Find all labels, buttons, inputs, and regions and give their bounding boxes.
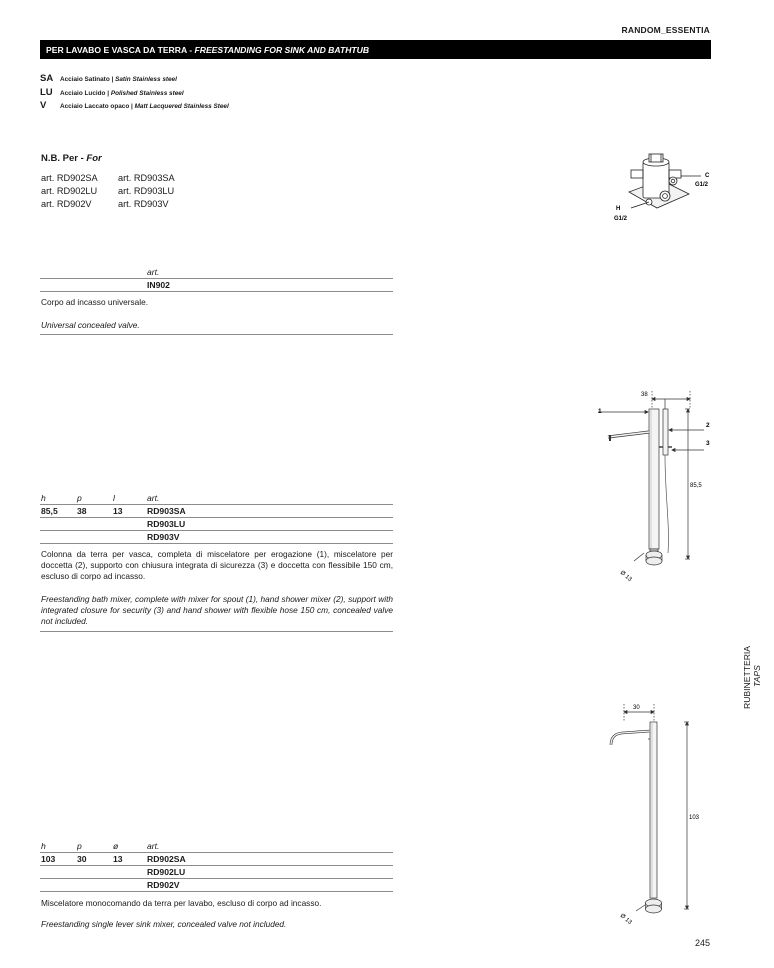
nb-heading [41, 153, 102, 164]
brand-label: RANDOM_ESSENTIA [621, 25, 710, 35]
dim-width: 38 [641, 392, 648, 398]
article-code: IN902 [147, 280, 170, 290]
table-divider [40, 278, 393, 279]
description-en: Freestanding single lever sink mixer, concealed valve not included. [41, 919, 287, 929]
sidebar-en: TAPS [752, 665, 762, 687]
finish-en: Matt Lacquered Stainless Steel [134, 103, 229, 110]
col-header-art: art. [147, 493, 160, 503]
bath-mixer-drawing [590, 385, 720, 585]
valve-label-h-thread: G1/2 [614, 216, 628, 222]
section-title-bar [40, 40, 711, 59]
nb-item: art. RD903SA [118, 173, 175, 183]
callout-3: 3 [706, 440, 710, 447]
value-p: 38 [77, 506, 87, 516]
section-title-en: FREESTANDING FOR SINK AND BATHTUB [194, 45, 370, 55]
table-divider [40, 543, 393, 544]
table-divider [40, 334, 393, 335]
col-header-h: h [41, 493, 46, 503]
sink-mixer-drawing [600, 700, 710, 930]
table-divider [40, 504, 393, 505]
callout-1: 1 [598, 408, 602, 415]
finish-row [40, 87, 184, 98]
nb-item: art. RD902LU [41, 186, 98, 196]
nb-label-en: For [86, 153, 102, 164]
nb-item: art. RD903V [118, 199, 169, 209]
finish-it: Acciaio Laccato opaco | [60, 103, 133, 110]
description-it: Miscelatore monocomando da terra per lavabo, escluso di corpo ad incasso. [41, 898, 322, 908]
description-it: Colonna da terra per vasca, completa di miscelatore per erogazione (1), miscelatore per doccetta (2), supporto con chiusura integrata di sicurezza (3) e doccetta con flessibile 150 cm, escluso di corpo ad incasso. [41, 549, 393, 581]
table-divider [40, 865, 393, 866]
col-header-p: p [77, 841, 82, 851]
table-divider [40, 631, 393, 632]
valve-label-c-thread: G1/2 [695, 182, 709, 188]
finish-code: SA [40, 73, 54, 84]
callout-2: 2 [706, 422, 710, 429]
article-code: RD902V [147, 880, 180, 890]
finish-en: Satin Stainless steel [115, 76, 177, 83]
article-code: RD903LU [147, 519, 186, 529]
table-divider [40, 291, 393, 292]
description-it: Corpo ad incasso universale. [41, 297, 148, 307]
article-code: RD902SA [147, 854, 186, 864]
section-title: PER LAVABO E VASCA DA TERRA - [46, 45, 195, 55]
page-number: 245 [694, 938, 710, 948]
col-header-l: l [113, 493, 115, 503]
description-en: Freestanding bath mixer, complete with mixer for spout (1), hand shower mixer (2), support with integrated closure for security (3) and hand shower with flexible hose 150 cm, concealed valve not included. [41, 594, 393, 626]
col-header-p: p [77, 493, 82, 503]
table-divider [40, 878, 393, 879]
concealed-valve-drawing [605, 150, 717, 230]
dim-base: Ø 13 [618, 569, 633, 583]
dim-base: Ø 13 [618, 912, 633, 926]
table-divider [40, 852, 393, 853]
description-en: Universal concealed valve. [41, 320, 140, 330]
col-header-h: h [41, 841, 46, 851]
dim-height: 85,5 [690, 483, 702, 489]
value-h: 103 [41, 854, 56, 864]
article-code: RD903SA [147, 506, 186, 516]
finish-code: LU [40, 87, 53, 98]
nb-item: art. RD902V [41, 199, 92, 209]
value-h: 85,5 [41, 506, 58, 516]
valve-label-h: H [616, 206, 621, 212]
value-p: 30 [77, 854, 87, 864]
dim-height: 103 [689, 815, 700, 821]
col-header-art: art. [147, 841, 160, 851]
category-sidebar [742, 643, 762, 713]
article-code: RD902LU [147, 867, 186, 877]
valve-label-c: C [705, 173, 710, 179]
col-header-diameter: ø [113, 841, 119, 851]
value-l: 13 [113, 506, 123, 516]
table-divider [40, 530, 393, 531]
nb-item: art. RD902SA [41, 173, 98, 183]
finish-it: Acciaio Lucido | [60, 90, 110, 97]
finish-row [40, 73, 177, 84]
art-header: art. [147, 267, 160, 277]
finish-en: Polished Stainless steel [110, 90, 184, 97]
sidebar-it: RUBINETTERIA [742, 645, 752, 709]
table-divider [40, 891, 393, 892]
article-code: RD903V [147, 532, 180, 542]
dim-width: 30 [633, 705, 640, 711]
table-divider [40, 517, 393, 518]
finish-code: V [40, 100, 47, 111]
nb-item: art. RD903LU [118, 186, 175, 196]
value-diameter: 13 [113, 854, 123, 864]
finish-row [40, 100, 229, 111]
nb-label: N.B. Per - [41, 153, 87, 164]
finish-it: Acciaio Satinato | [60, 76, 114, 83]
